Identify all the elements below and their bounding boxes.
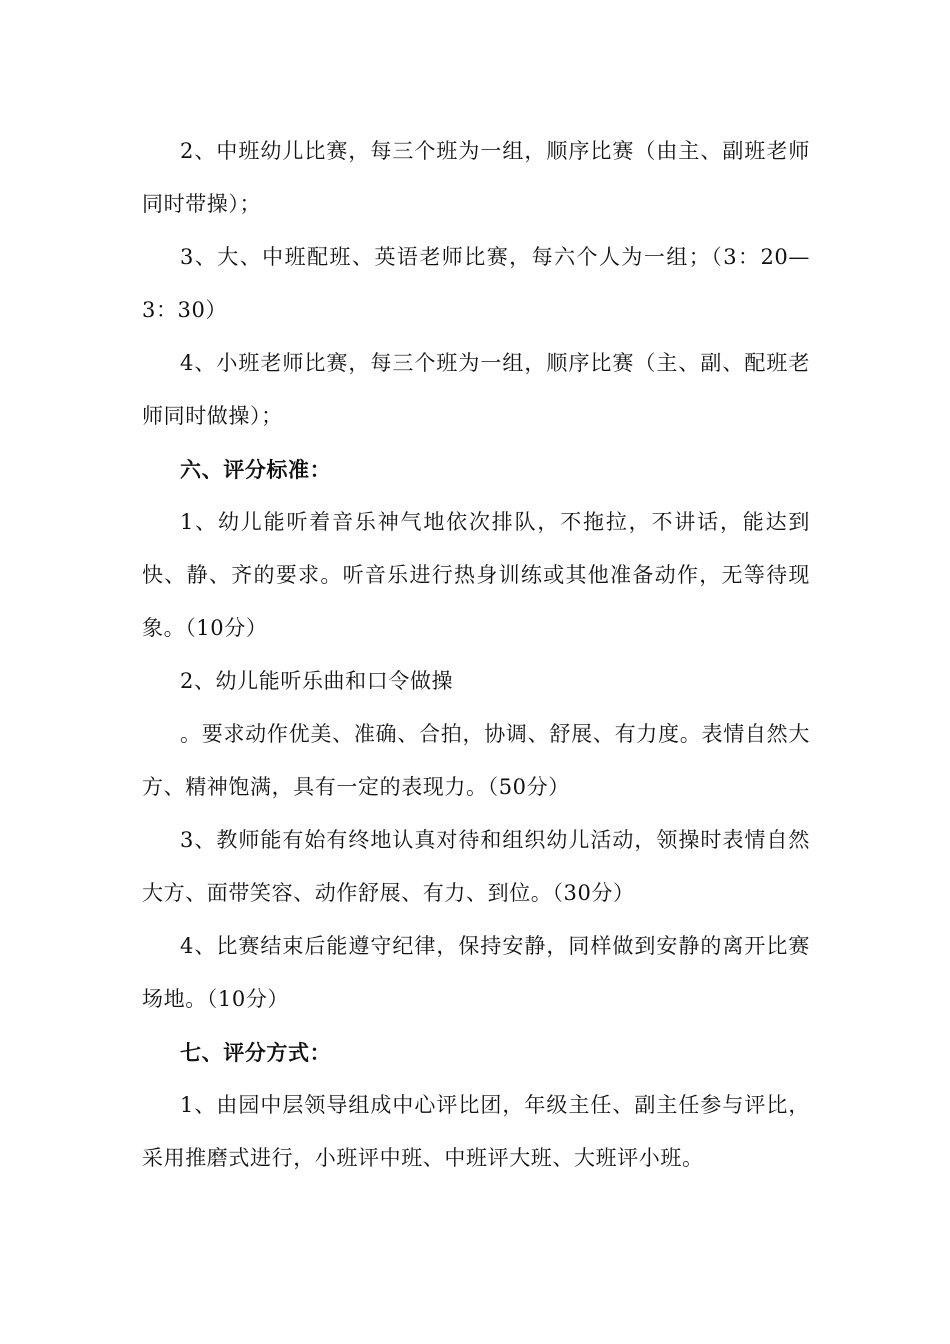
criteria-item-2-continued: 。要求动作优美、准确、合拍，协调、舒展、有力度。表情自然大方、精神饱满，具有一定的表现力。（50分） [142, 722, 810, 799]
section-heading-scoring-criteria: 六、评分标准： [180, 457, 332, 482]
paragraph-item-2-middle-class-competition: 2、中班幼儿比赛，每三个班为一组，顺序比赛（由主、副班老师同时带操）； [142, 139, 810, 216]
document-body [142, 125, 810, 1185]
criteria-item-1: 1、幼儿能听着音乐神气地依次排队，不拖拉，不讲话，能达到快、静、齐的要求。听音乐进行热身训练或其他准备动作，无等待现象。（10分） [142, 510, 810, 640]
section-heading-scoring-method: 七、评分方式： [180, 1040, 332, 1065]
criteria-item-3: 3、教师能有始有终地认真对待和组织幼儿活动，领操时表情自然大方、面带笑容、动作舒展、有力、到位。（30分） [142, 828, 810, 905]
criteria-item-2: 2、幼儿能听乐曲和口令做操 [180, 669, 454, 693]
criteria-item-4: 4、比赛结束后能遵守纪律，保持安静，同样做到安静的离开比赛场地。（10分） [142, 934, 810, 1011]
paragraph-item-3-teacher-competition: 3、大、中班配班、英语老师比赛，每六个人为一组；（3：20—3：30） [142, 245, 810, 322]
method-item-1: 1、由园中层领导组成中心评比团，年级主任、副主任参与评比，采用推磨式进行，小班评中班、中班评大班、大班评小班。 [142, 1093, 810, 1170]
paragraph-item-4-small-class-teachers: 4、小班老师比赛，每三个班为一组，顺序比赛（主、副、配班老师同时做操）； [142, 351, 810, 428]
